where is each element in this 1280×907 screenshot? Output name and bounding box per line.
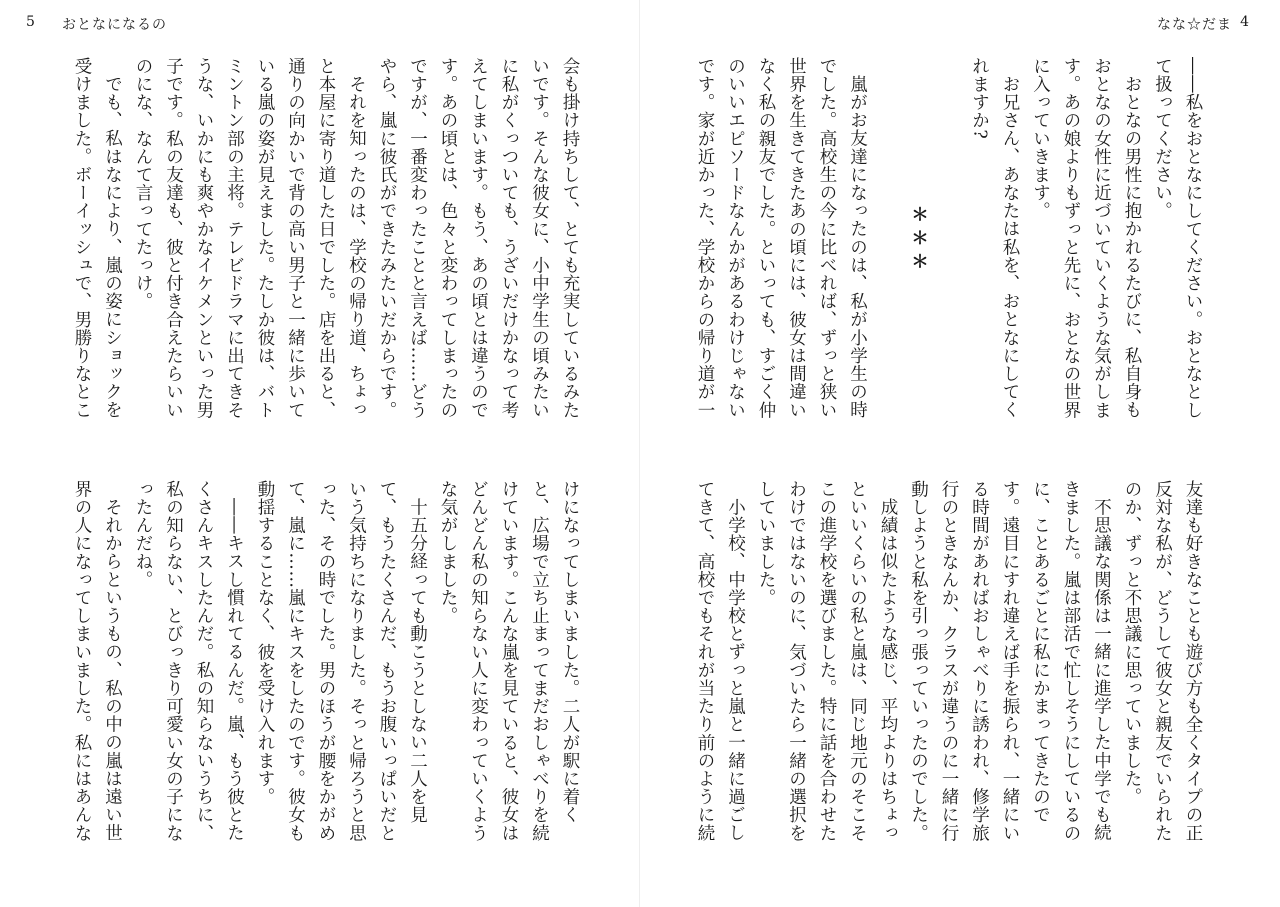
paragraph: それを知ったのは、学校の帰り道、ちょっと本屋に寄り道した日でした。店を出ると、通りの向かいで背の高い男子と一緒に歩いている嵐の姿が見えました。たしか彼は、バトミントン部の主将。テレビドラマに出てきそうな、いかにも爽やかなイケメンといった男子です。私の友達も、彼と付き合えたらいいのにな、なんて言ってたっけ。: [133, 57, 367, 419]
paragraph: 成績は似たような感じ、平均よりはちょっといいくらいの私と嵐は、同じ地元のそこそこの進学校を選びました。特に話を合わせたわけではないのに、気づいたら一緒の選択をしていました。: [756, 480, 898, 842]
right-page: [640, 0, 1280, 907]
running-title: おとなになるの: [62, 17, 167, 33]
paragraph: 小学校、中学校とずっと嵐と一緒に過ごしてきて、高校でもそれが当たり前のように続: [695, 480, 746, 842]
paragraph: けになってしまいました。二人が駅に着くと、広場で立ち止まってまだおしゃべりを続けています。こんな嵐を見ていると、彼女はどんどん私の知らない人に変わっていくような気がしました。: [438, 480, 580, 842]
paragraph: ――私をおとなにしてください。おとなとして扱ってください。: [1152, 57, 1203, 419]
page-number: 4: [1240, 14, 1250, 30]
paragraph: [934, 57, 965, 423]
paragraph: でも、私はなにより、嵐の姿にショックを受けました。ボーイッシュで、男勝りなとこ: [72, 57, 123, 419]
paragraph: お兄さん、あなたは私を、おとなにしてくれますか?: [969, 57, 1020, 419]
paragraph: ――キスし慣れてるんだ。嵐、もう彼とたくさんキスしたんだ。私の知らないうちに、私の知らない、とびっきり可愛い女の子になったんだね。: [133, 480, 245, 842]
paragraph: それからというもの、私の中の嵐は遠い世界の人になってしまいました。私にはあんな: [72, 480, 123, 842]
paragraph: 嵐がお友達になったのは、私が小学生の時でした。高校生の今に比べれば、ずっと狭い世界を生きてきたあの頃には、彼女は間違いなく私の親友でした。といっても、すごく仲のいいエピソードなんかがあるわけじゃないです。家が近かった、学校からの帰り道が一: [695, 57, 868, 419]
section-separator: ＊＊＊: [908, 204, 929, 276]
text-block-lower: [65, 480, 585, 846]
paragraph: 会も掛け持ちして、とても充実しているみたいです。そんな彼女に、小中学生の頃みたいに私がくっついても、うざいだけかなって考えてしまいます。もう、あの頃とは違うのです。あの頃とは、色々と変わってしまったのですが、一番変わったことと言えば……どうやら、嵐に彼氏ができたみたいだからです。: [377, 57, 580, 419]
paragraph: 友達も好きなことも遊び方も全くタイプの正反対な私が、どうして彼女と親友でいられたのか、ずっと不思議に思っていました。: [1122, 480, 1203, 842]
page-number: 5: [26, 14, 36, 30]
paragraph: [873, 57, 904, 423]
text-block-upper: [65, 57, 585, 423]
text-block-upper: [688, 57, 1208, 423]
running-title: なな☆だま: [1157, 17, 1232, 33]
paragraph: 不思議な関係は一緒に進学した中学でも続きました。嵐は部活で忙しそうにしているのに、ことあるごとに私にかまってきたのです。遠目にすれ違えば手を振られ、一緒にいる時間があればおしゃべりに誘われ、修学旅行のときなんか、クラスが違うのに一緒に行動しようと私を引っ張っていったのでした。: [908, 480, 1112, 842]
paragraph: 十五分経っても動こうとしない二人を見て、もうたくさんだ、もうお腹いっぱいだという気持ちになりました。そっと帰ろうと思った、その時でした。男のほうが腰をかがめて、嵐に……嵐にキスをしたのです。彼女も動揺することなく、彼を受け入れます。: [255, 480, 428, 842]
text-block-lower: [688, 480, 1208, 846]
paragraph: おとなの男性に抱かれるたびに、私自身もおとなの女性に近づいていくような気がします。あの娘よりもずっと先に、おとなの世界に入っていきます。: [1030, 57, 1142, 419]
